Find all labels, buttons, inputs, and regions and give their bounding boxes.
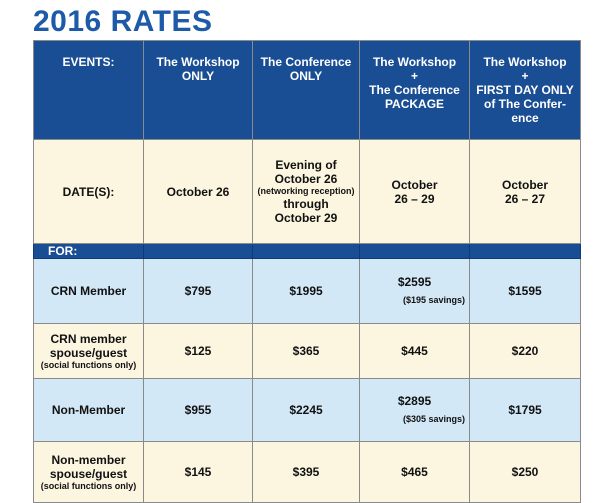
- table-row: [34, 442, 581, 503]
- date-text: through: [283, 197, 329, 211]
- table-row: [34, 324, 581, 379]
- for-spacer: [144, 244, 253, 259]
- for-spacer: [470, 244, 581, 259]
- header-text: ONLY: [289, 69, 323, 83]
- events-label: EVENTS:: [34, 41, 144, 140]
- savings-note: ($195 savings): [402, 295, 465, 305]
- date-text: October: [501, 177, 548, 192]
- header-text: The Workshop: [372, 55, 457, 69]
- rates-table: [33, 40, 581, 503]
- dates-package: [360, 140, 470, 244]
- for-row: [34, 244, 581, 259]
- header-text: FIRST DAY ONLY: [476, 83, 574, 97]
- table-row: [34, 259, 581, 324]
- header-text: PACKAGE: [384, 97, 445, 111]
- row-label: CRN Member: [34, 259, 144, 324]
- dates-workshop: October 26: [144, 140, 253, 244]
- row-label-text: Non-member spouse/guest: [49, 452, 128, 481]
- for-spacer: [253, 244, 360, 259]
- date-text: 26 – 27: [504, 191, 546, 206]
- row-label-sub: (social functions only): [40, 359, 137, 370]
- header-package: [360, 41, 470, 140]
- price-value: $2895: [397, 394, 432, 408]
- price-cell: [360, 379, 470, 442]
- header-workshop-only: [144, 41, 253, 140]
- header-text: ence: [511, 111, 539, 125]
- price-cell: $465: [360, 442, 470, 503]
- dates-label: DATE(S):: [34, 140, 144, 244]
- price-cell: $1795: [470, 379, 581, 442]
- header-text: The Conference: [260, 55, 352, 69]
- header-text: The Workshop: [156, 55, 240, 69]
- dates-row: [34, 140, 581, 244]
- date-text: 26 – 29: [394, 191, 435, 206]
- header-row: [34, 41, 581, 140]
- for-label: FOR:: [34, 244, 144, 259]
- price-cell: $145: [144, 442, 253, 503]
- price-cell: $395: [253, 442, 360, 503]
- row-label: [34, 442, 144, 503]
- header-text: ONLY: [181, 69, 215, 83]
- header-text: The Workshop: [483, 55, 567, 69]
- price-cell: $220: [470, 324, 581, 379]
- savings-note: ($305 savings): [402, 414, 465, 424]
- header-text: +: [521, 69, 529, 83]
- page-title: 2016 RATES: [33, 5, 213, 38]
- row-label: [34, 324, 144, 379]
- table-row: [34, 379, 581, 442]
- date-note: (networking reception): [257, 186, 355, 196]
- dates-conference: [253, 140, 360, 244]
- date-text: October: [391, 177, 438, 192]
- price-value: $2595: [397, 275, 432, 289]
- date-text: October 29: [274, 211, 338, 225]
- price-cell: $2245: [253, 379, 360, 442]
- price-cell: $795: [144, 259, 253, 324]
- for-spacer: [360, 244, 470, 259]
- header-conference-only: [253, 41, 360, 140]
- header-text: +: [410, 69, 418, 83]
- header-first-day: [470, 41, 581, 140]
- price-cell: $250: [470, 442, 581, 503]
- date-text: October 26: [274, 172, 338, 186]
- price-cell: $445: [360, 324, 470, 379]
- row-label-text: CRN member spouse/guest: [49, 331, 128, 360]
- price-cell: [360, 259, 470, 324]
- header-text: of The Confer-: [484, 97, 566, 111]
- row-label-sub: (social functions only): [40, 480, 137, 491]
- price-cell: $125: [144, 324, 253, 379]
- dates-first-day: [470, 140, 581, 244]
- date-text: Evening of: [275, 158, 337, 172]
- header-text: The Conference: [369, 83, 460, 97]
- price-cell: $1995: [253, 259, 360, 324]
- price-cell: $1595: [470, 259, 581, 324]
- price-cell: $365: [253, 324, 360, 379]
- price-cell: $955: [144, 379, 253, 442]
- row-label: Non-Member: [34, 379, 144, 442]
